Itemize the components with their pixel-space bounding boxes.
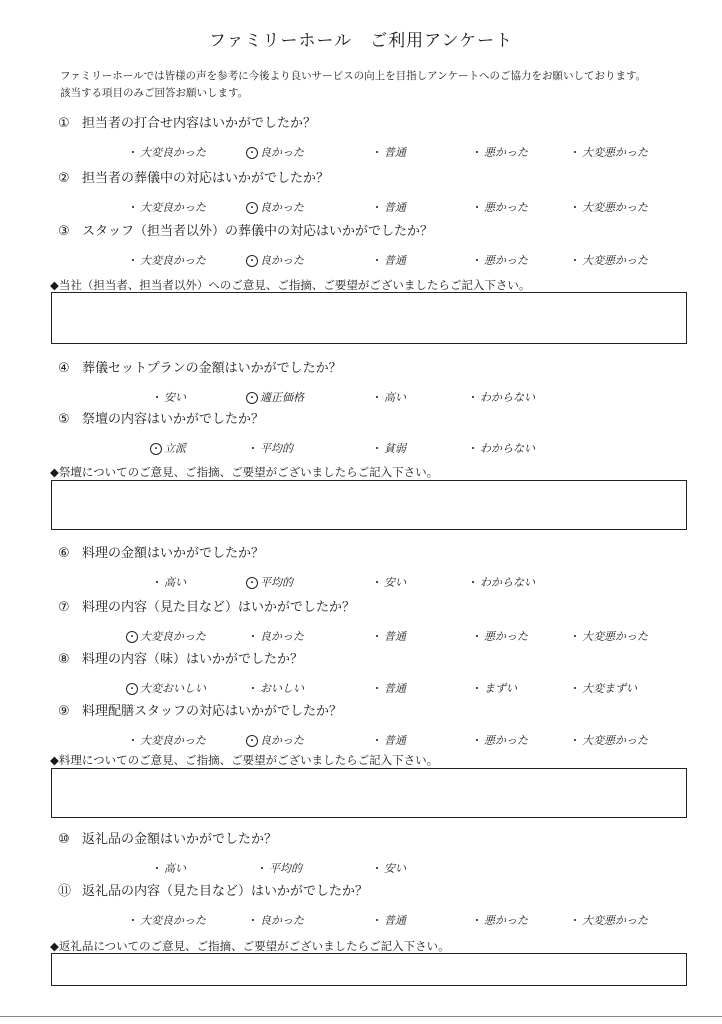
bullet-icon: ・	[127, 734, 139, 747]
question-11-option-5[interactable]	[568, 912, 648, 928]
question-4-option-2[interactable]	[246, 389, 304, 405]
bullet-icon: ・	[247, 630, 259, 643]
bullet-icon: ・	[247, 682, 259, 695]
question-text: 祭壇の内容はいかがでしたか？	[82, 412, 265, 427]
bullet-icon: ・	[371, 442, 383, 455]
question-7-option-3[interactable]	[370, 628, 406, 644]
option-label: 大変良かった	[140, 201, 206, 214]
bullet-icon: ・	[371, 734, 383, 747]
bullet-icon: ・	[569, 682, 581, 695]
question-7-option-2[interactable]	[246, 628, 304, 644]
question-number: ③	[58, 224, 70, 239]
bullet-icon: ・	[151, 391, 163, 404]
comment-label-altar: ◆祭壇についてのご意見、ご指摘、ご要望がございましたらご記入下さい。	[50, 465, 439, 479]
option-label: 平均的	[269, 862, 302, 875]
selected-circle-icon: ・	[247, 256, 257, 267]
question-8-option-1[interactable]	[126, 680, 206, 696]
question-4	[58, 357, 342, 376]
bullet-icon: ・	[371, 201, 383, 214]
option-label: 高い	[164, 862, 186, 875]
option-label: わからない	[480, 391, 535, 404]
option-label: 貧弱	[384, 442, 406, 455]
bullet-icon: ・	[569, 254, 581, 267]
option-label: 大変良かった	[140, 734, 206, 747]
comment-box-gift[interactable]	[51, 953, 687, 986]
question-text: 担当者の打合せ内容はいかがでしたか？	[82, 116, 317, 131]
option-label: 大変良かった	[140, 254, 206, 267]
comment-box-food[interactable]	[51, 768, 687, 818]
bullet-icon: ・	[247, 442, 259, 455]
option-label: 大変悪かった	[582, 914, 648, 927]
option-label: 大変悪かった	[582, 201, 648, 214]
question-7	[58, 596, 355, 615]
option-label: 普通	[384, 254, 406, 267]
question-10-option-1[interactable]	[150, 860, 186, 876]
question-text: 料理の内容（見た目など）はいかがでしたか？	[82, 600, 356, 615]
question-5	[58, 408, 264, 427]
question-6-option-3[interactable]	[370, 574, 406, 590]
bullet-icon: ・	[471, 630, 483, 643]
bullet-icon: ・	[127, 254, 139, 267]
question-3-option-1[interactable]	[126, 252, 206, 268]
question-11	[58, 880, 368, 899]
question-10	[58, 828, 277, 847]
question-8-option-4[interactable]	[470, 680, 517, 696]
option-label: 悪かった	[484, 254, 528, 267]
bullet-icon: ・	[371, 630, 383, 643]
bullet-icon: ・	[569, 914, 581, 927]
bullet-icon: ・	[471, 146, 483, 159]
question-2	[58, 167, 329, 186]
option-label: わからない	[480, 576, 535, 589]
option-label: 適正価格	[260, 391, 304, 404]
question-2-option-2[interactable]	[246, 199, 304, 215]
option-label: 安い	[164, 391, 186, 404]
question-10-option-2[interactable]	[255, 860, 302, 876]
question-3-option-5[interactable]	[568, 252, 648, 268]
question-9-option-1[interactable]	[126, 732, 206, 748]
option-label: 大変おいしい	[140, 682, 206, 695]
question-9-option-2[interactable]	[246, 732, 304, 748]
option-label: 大変良かった	[140, 146, 206, 159]
question-5-option-4[interactable]	[466, 440, 535, 456]
selected-circle-icon: ・	[247, 203, 257, 214]
question-2-option-1[interactable]	[126, 199, 206, 215]
comment-label-company: ◆当社（担当者、担当者以外）へのご意見、ご指摘、ご要望がございましたらご記入下さい。	[50, 278, 531, 292]
selected-circle-icon: ・	[247, 578, 257, 589]
question-6-option-2[interactable]	[246, 574, 293, 590]
question-1-option-3[interactable]	[370, 144, 406, 160]
question-text: 担当者の葬儀中の対応はいかがでしたか？	[82, 171, 330, 186]
question-11-option-2[interactable]	[246, 912, 304, 928]
option-label: 大変良かった	[140, 914, 206, 927]
question-5-option-3[interactable]	[370, 440, 406, 456]
bullet-icon: ・	[127, 914, 139, 927]
option-label: 悪かった	[484, 630, 528, 643]
question-2-option-3[interactable]	[370, 199, 406, 215]
option-label: 普通	[384, 630, 406, 643]
option-label: 普通	[384, 914, 406, 927]
intro-line-1: ファミリーホールでは皆様の声を参考に今後より良いサービスの向上を目指しアンケートへのご協力をお願いしております。	[60, 70, 647, 82]
option-label: 悪かった	[484, 734, 528, 747]
question-11-option-1[interactable]	[126, 912, 206, 928]
selected-circle-icon: ・	[151, 444, 161, 455]
question-2-option-4[interactable]	[470, 199, 528, 215]
question-9-option-5[interactable]	[568, 732, 648, 748]
question-6-option-4[interactable]	[466, 574, 535, 590]
bullet-icon: ・	[127, 146, 139, 159]
question-number: ⑤	[58, 412, 70, 427]
question-text: 料理の金額はいかがでしたか？	[82, 546, 265, 561]
question-number: ⑪	[58, 884, 72, 899]
bullet-icon: ・	[151, 576, 163, 589]
selected-circle-icon: ・	[127, 632, 137, 643]
question-number: ①	[58, 116, 70, 131]
question-1-option-5[interactable]	[568, 144, 648, 160]
comment-box-company[interactable]	[51, 292, 687, 344]
question-number: ④	[58, 361, 70, 376]
option-label: 良かった	[260, 201, 304, 214]
option-label: 普通	[384, 682, 406, 695]
bullet-icon: ・	[371, 682, 383, 695]
question-1-option-2[interactable]	[246, 144, 304, 160]
option-label: 良かった	[260, 630, 304, 643]
bullet-icon: ・	[471, 914, 483, 927]
question-number: ⑦	[58, 600, 70, 615]
question-5-option-2[interactable]	[246, 440, 293, 456]
bullet-icon: ・	[371, 146, 383, 159]
question-7-option-1[interactable]	[126, 628, 206, 644]
question-4-option-3[interactable]	[370, 389, 406, 405]
intro-line-2: 該当する項目のみご回答お願いします。	[60, 87, 249, 99]
bullet-icon: ・	[569, 734, 581, 747]
question-1-option-4[interactable]	[470, 144, 528, 160]
question-5-option-1[interactable]	[150, 440, 186, 456]
question-9-option-4[interactable]	[470, 732, 528, 748]
option-label: わからない	[480, 442, 535, 455]
question-8-option-2[interactable]	[246, 680, 304, 696]
question-6	[58, 542, 264, 561]
bullet-icon: ・	[371, 862, 383, 875]
question-11-option-4[interactable]	[470, 912, 528, 928]
option-label: 良かった	[260, 734, 304, 747]
option-label: 良かった	[260, 914, 304, 927]
bullet-icon: ・	[471, 201, 483, 214]
question-3-option-4[interactable]	[470, 252, 528, 268]
question-1	[58, 112, 316, 131]
question-number: ⑩	[58, 832, 70, 847]
question-8-option-3[interactable]	[370, 680, 406, 696]
question-text: 料理の内容（味）はいかがでしたか？	[82, 652, 304, 667]
question-text: 返礼品の内容（見た目など）はいかがでしたか？	[82, 884, 369, 899]
bullet-icon: ・	[247, 914, 259, 927]
option-label: 安い	[384, 576, 406, 589]
question-text: 返礼品の金額はいかがでしたか？	[82, 832, 278, 847]
comment-box-altar[interactable]	[51, 480, 687, 530]
bullet-icon: ・	[371, 576, 383, 589]
bullet-icon: ・	[256, 862, 268, 875]
selected-circle-icon: ・	[247, 393, 257, 404]
question-3	[58, 220, 433, 239]
bullet-icon: ・	[151, 862, 163, 875]
bullet-icon: ・	[371, 391, 383, 404]
question-text: 料理配膳スタッフの対応はいかがでしたか？	[82, 704, 343, 719]
question-4-option-1[interactable]	[150, 389, 186, 405]
bullet-icon: ・	[471, 254, 483, 267]
option-label: 平均的	[260, 576, 293, 589]
option-label: 良かった	[260, 146, 304, 159]
option-label: 大変悪かった	[582, 734, 648, 747]
question-number: ②	[58, 171, 70, 186]
option-label: まずい	[484, 682, 517, 695]
option-label: 平均的	[260, 442, 293, 455]
option-label: 大変悪かった	[582, 630, 648, 643]
bullet-icon: ・	[467, 576, 479, 589]
question-9	[58, 700, 342, 719]
question-text: スタッフ（担当者以外）の葬儀中の対応はいかがでしたか？	[82, 224, 434, 239]
bullet-icon: ・	[471, 734, 483, 747]
question-number: ⑧	[58, 652, 70, 667]
selected-circle-icon: ・	[247, 736, 257, 747]
question-3-option-2[interactable]	[246, 252, 304, 268]
page-title: ファミリーホール ご利用アンケート	[208, 31, 514, 51]
bottom-rule	[0, 1016, 722, 1017]
option-label: 良かった	[260, 254, 304, 267]
bullet-icon: ・	[467, 442, 479, 455]
bullet-icon: ・	[471, 682, 483, 695]
comment-label-gift: ◆返礼品についてのご意見、ご指摘、ご要望がございましたらご記入下さい。	[50, 939, 450, 953]
question-4-option-4[interactable]	[466, 389, 535, 405]
question-7-option-4[interactable]	[470, 628, 528, 644]
option-label: おいしい	[260, 682, 304, 695]
option-label: 大変まずい	[582, 682, 637, 695]
question-text: 葬儀セットプランの金額はいかがでしたか？	[82, 361, 342, 376]
option-label: 悪かった	[484, 914, 528, 927]
selected-circle-icon: ・	[247, 148, 257, 159]
option-label: 大変悪かった	[582, 254, 648, 267]
question-10-option-3[interactable]	[370, 860, 406, 876]
question-7-option-5[interactable]	[568, 628, 648, 644]
bullet-icon: ・	[127, 201, 139, 214]
option-label: 悪かった	[484, 146, 528, 159]
question-9-option-3[interactable]	[370, 732, 406, 748]
option-label: 普通	[384, 146, 406, 159]
question-3-option-3[interactable]	[370, 252, 406, 268]
bullet-icon: ・	[371, 254, 383, 267]
option-label: 安い	[384, 862, 406, 875]
option-label: 高い	[384, 391, 406, 404]
option-label: 大変悪かった	[582, 146, 648, 159]
question-2-option-5[interactable]	[568, 199, 648, 215]
selected-circle-icon: ・	[127, 684, 137, 695]
bullet-icon: ・	[569, 201, 581, 214]
question-number: ⑨	[58, 704, 70, 719]
question-8-option-5[interactable]	[568, 680, 637, 696]
question-1-option-1[interactable]	[126, 144, 206, 160]
bullet-icon: ・	[569, 146, 581, 159]
option-label: 普通	[384, 734, 406, 747]
question-6-option-1[interactable]	[150, 574, 186, 590]
bullet-icon: ・	[569, 630, 581, 643]
option-label: 大変良かった	[140, 630, 206, 643]
question-11-option-3[interactable]	[370, 912, 406, 928]
question-number: ⑥	[58, 546, 70, 561]
question-8	[58, 648, 303, 667]
option-label: 普通	[384, 201, 406, 214]
bullet-icon: ・	[371, 914, 383, 927]
option-label: 悪かった	[484, 201, 528, 214]
option-label: 高い	[164, 576, 186, 589]
option-label: 立派	[164, 442, 186, 455]
comment-label-food: ◆料理についてのご意見、ご指摘、ご要望がございましたらご記入下さい。	[50, 753, 439, 767]
bullet-icon: ・	[467, 391, 479, 404]
